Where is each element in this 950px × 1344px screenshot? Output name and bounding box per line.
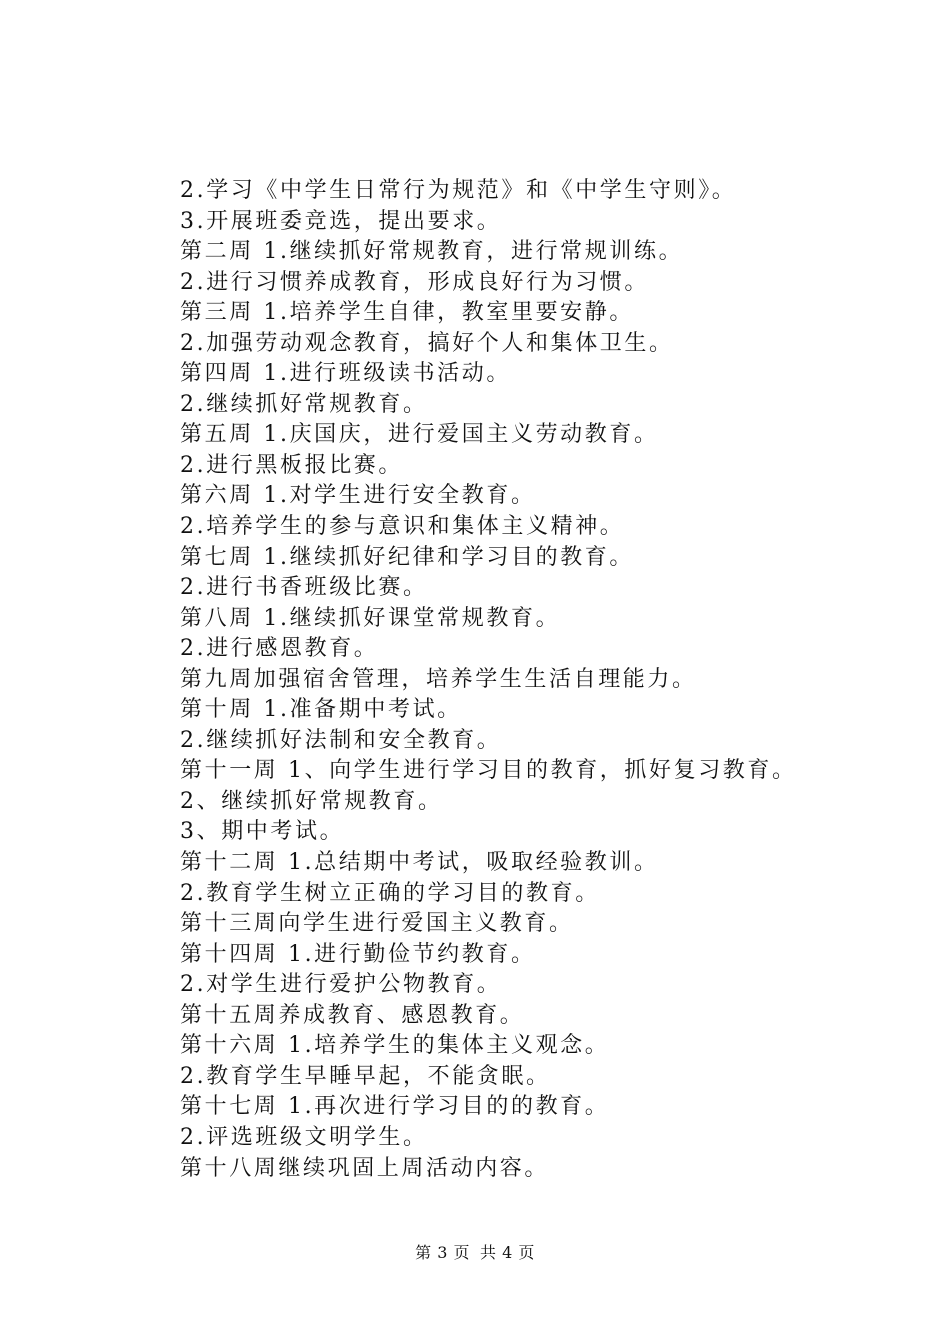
text-line: 第九周加强宿舍管理，培养学生生活自理能力。 — [180, 666, 697, 692]
text-line: 第十八周继续巩固上周活动内容。 — [180, 1155, 550, 1181]
text-line: 第六周 1.对学生进行安全教育。 — [180, 483, 536, 509]
text-line: 2.进行感恩教育。 — [180, 636, 379, 662]
text-line: 第七周 1.继续抓好纪律和学习目的教育。 — [180, 544, 634, 570]
text-line: 2.培养学生的参与意识和集体主义精神。 — [180, 514, 625, 540]
text-line: 2.继续抓好常规教育。 — [180, 391, 428, 417]
text-line: 第八周 1.继续抓好课堂常规教育。 — [180, 605, 561, 631]
text-line: 2.继续抓好法制和安全教育。 — [180, 727, 502, 753]
text-line: 2.进行书香班级比赛。 — [180, 575, 428, 601]
text-line: 2.对学生进行爱护公物教育。 — [180, 972, 502, 998]
text-line: 第十六周 1.培养学生的集体主义观念。 — [180, 1033, 610, 1059]
text-line: 2.评选班级文明学生。 — [180, 1124, 428, 1150]
text-line: 第十一周 1、向学生进行学习目的教育，抓好复习教育。 — [180, 758, 797, 784]
text-line: 第二周 1.继续抓好常规教育，进行常规训练。 — [180, 239, 684, 265]
text-line: 第十周 1.准备期中考试。 — [180, 697, 462, 723]
text-line: 2.教育学生早睡早起，不能贪眠。 — [180, 1063, 551, 1089]
text-line: 第十七周 1.再次进行学习目的的教育。 — [180, 1094, 610, 1120]
text-line: 第三周 1.培养学生自律，教室里要安静。 — [180, 300, 634, 326]
text-line: 第五周 1.庆国庆，进行爱国主义劳动教育。 — [180, 422, 659, 448]
text-line: 3、期中考试。 — [180, 819, 345, 845]
text-line: 2、继续抓好常规教育。 — [180, 788, 443, 814]
page-footer — [0, 1243, 950, 1263]
text-line: 第四周 1.进行班级读书活动。 — [180, 361, 511, 387]
text-line: 2.教育学生树立正确的学习目的教育。 — [180, 880, 600, 906]
text-line: 2.学习《中学生日常行为规范》和《中学生守则》。 — [180, 178, 737, 203]
text-line: 2.加强劳动观念教育，搞好个人和集体卫生。 — [180, 330, 674, 356]
text-line: 第十三周向学生进行爱国主义教育。 — [180, 911, 574, 937]
text-line: 第十五周养成教育、感恩教育。 — [180, 1002, 525, 1028]
page-number: 第 3 页 — [415, 1243, 470, 1262]
document-body — [180, 176, 900, 1184]
text-line: 第十二周 1.总结期中考试，吸取经验教训。 — [180, 850, 659, 876]
text-line: 2.进行黑板报比赛。 — [180, 452, 403, 478]
text-line: 第十四周 1.进行勤俭节约教育。 — [180, 941, 536, 967]
text-line: 2.进行习惯养成教育，形成良好行为习惯。 — [180, 269, 649, 295]
page-total: 共 4 页 — [480, 1243, 535, 1262]
text-line: 3.开展班委竞选，提出要求。 — [180, 208, 502, 234]
